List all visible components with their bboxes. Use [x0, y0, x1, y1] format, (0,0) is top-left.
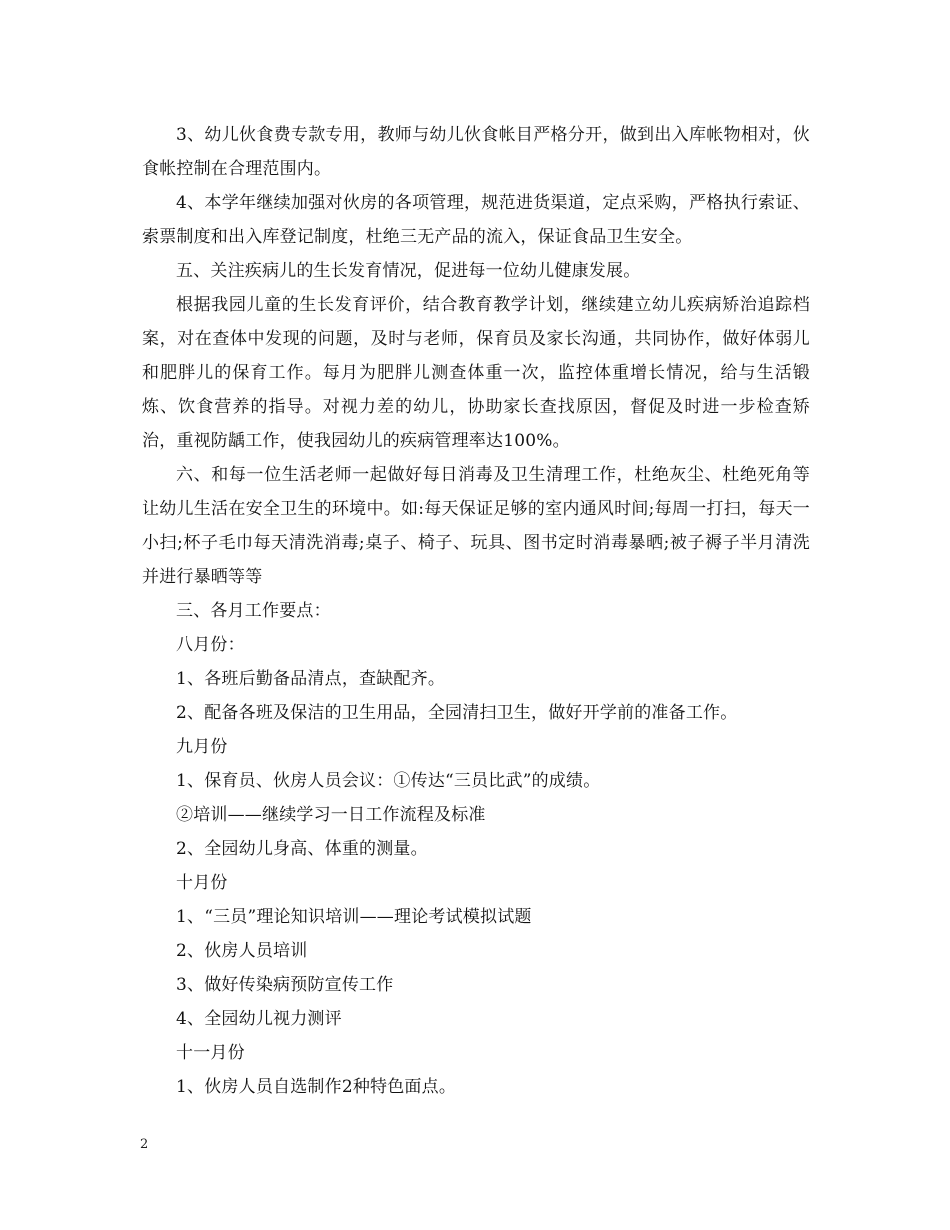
section-heading-6: 六、和每一位生活老师一起做好每日消毒及卫生清理工作，杜绝灰尘、杜绝死角等让幼儿生活在安全卫生的环境中。如:每天保证足够的室内通风时间;每周一打扫，每天一小扫;杯子毛巾每天清洗消毒;桌子、椅子、玩具、图书定时消毒暴晒;被子褥子半月清洗并进行暴晒等等	[142, 465, 810, 587]
list-item: 1、保育员、伙房人员会议：①传达“三员比武”的成绩。	[176, 771, 601, 791]
month-november: 十一月份	[176, 1043, 245, 1063]
list-item: 2、全园幼儿身高、体重的测量。	[176, 839, 428, 859]
list-item: 3、做好传染病预防宣传工作	[176, 975, 394, 995]
list-item: 4、全园幼儿视力测评	[176, 1009, 342, 1029]
list-item: 1、伙房人员自选制作2种特色面点。	[176, 1077, 457, 1097]
section-heading-monthly: 三、各月工作要点：	[176, 601, 331, 621]
month-october: 十月份	[176, 873, 228, 893]
document-body	[142, 118, 810, 1104]
section-heading-5: 五、关注疾病儿的生长发育情况，促进每一位幼儿健康发展。	[176, 261, 641, 281]
list-item: 1、“三员”理论知识培训——理论考试模拟试题	[176, 907, 532, 927]
list-item: 1、各班后勤备品清点，查缺配齐。	[176, 669, 446, 689]
month-august: 八月份：	[176, 635, 245, 655]
paragraph-1: 3、幼儿伙食费专款专用，教师与幼儿伙食帐目严格分开，做到出入库帐物相对，伙食帐控制在合理范围内。	[142, 125, 810, 179]
list-item: 2、伙房人员培训	[176, 941, 308, 961]
month-september: 九月份	[176, 737, 228, 757]
list-item: ②培训——继续学习一日工作流程及标准	[176, 805, 486, 825]
paragraph-2: 4、本学年继续加强对伙房的各项管理，规范进货渠道，定点采购，严格执行索证、索票制度和出入库登记制度，杜绝三无产品的流入，保证食品卫生安全。	[142, 193, 810, 247]
page-number: 2	[140, 1137, 149, 1152]
list-item: 2、配备各班及保洁的卫生用品，全园清扫卫生，做好开学前的准备工作。	[176, 703, 738, 723]
paragraph-3: 根据我园儿童的生长发育评价，结合教育教学计划，继续建立幼儿疾病矫治追踪档案，对在查体中发现的问题，及时与老师，保育员及家长沟通，共同协作，做好体弱儿和肥胖儿的保育工作。每月为肥胖儿测查体重一次，监控体重增长情况，给与生活锻炼、饮食营养的指导。对视力差的幼儿，协助家长查找原因，督促及时进一步检查矫治，重视防龋工作，使我园幼儿的疾病管理率达100%。	[142, 295, 810, 451]
